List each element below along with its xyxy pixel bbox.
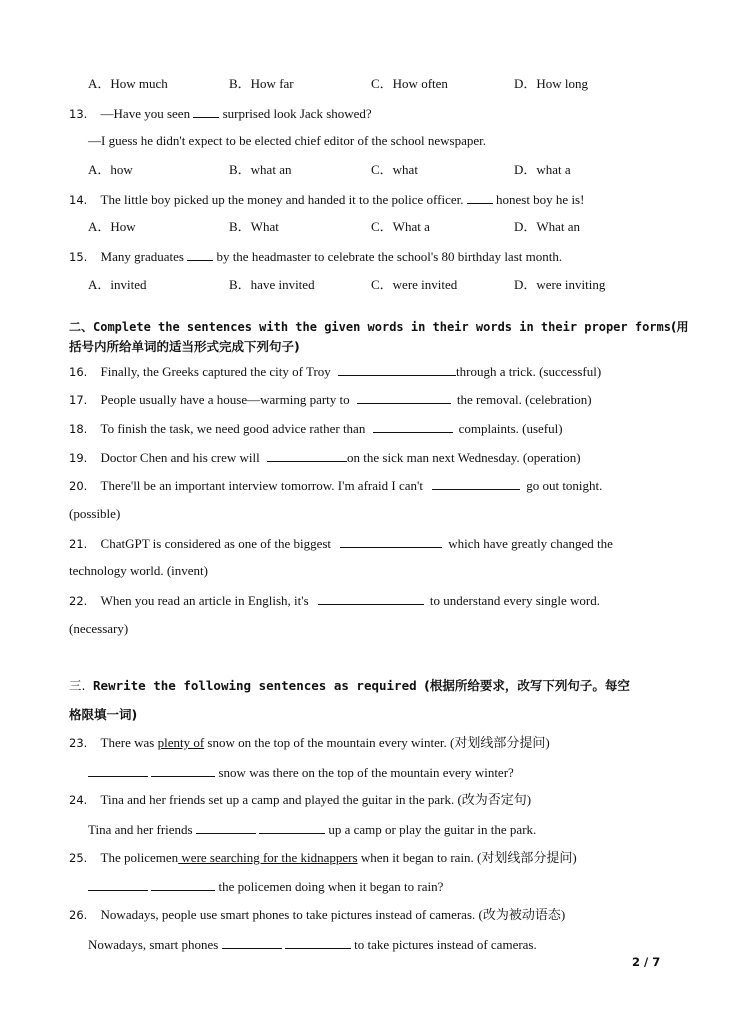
question-23-answer [88,763,514,782]
question-text: There'll be an important interview tomorrow. I'm afraid I can't [100,478,423,493]
answer-blank[interactable] [259,820,325,834]
answer-text: Tina and her friends [88,822,193,837]
question-text: through a trick. (successful) [456,364,602,379]
question-13-reply: —I guess he didn't expect to be elected chief editor of the school newspaper. [88,133,486,148]
answer-blank[interactable] [88,763,148,777]
question-26 [69,906,565,924]
question-number: 17. [69,393,88,407]
section-title-cn: 格限填一词) [69,707,138,722]
question-text: on the sick man next Wednesday. (operation) [347,450,581,465]
q14-option-d: D．What an [514,219,581,234]
q13-option-b: B．what an [229,162,292,177]
section-3-heading-line1 [69,677,630,695]
q13-option-d: D．what a [514,162,571,177]
question-number: 24. [69,793,88,807]
question-number: 23. [69,736,88,750]
q12-option-c: C．How often [371,76,448,91]
question-text: Tina and her friends set up a camp and played the guitar in the park. (改为否定句) [100,792,532,807]
question-text: People usually have a house—warming party to [100,392,350,407]
question-number: 22. [69,594,88,608]
section-2-heading-line1 [69,318,688,336]
question-13 [69,104,372,123]
answer-blank[interactable] [151,763,215,777]
underlined-text: were searching for the kidnappers [178,850,358,865]
question-21 [69,534,613,553]
question-text: Many graduates [100,249,184,264]
question-number: 26. [69,908,88,922]
q15-option-b: B．have invited [229,277,315,292]
question-text: To finish the task, we need good advice rather than [100,421,366,436]
question-text: There was [100,735,155,750]
question-23 [69,734,550,752]
question-text: Doctor Chen and his crew will [100,450,260,465]
answer-blank[interactable] [340,534,442,548]
q12-option-a: A．How much [88,76,168,91]
question-text: when it began to rain. (对划线部分提问) [360,850,577,865]
question-number: 16. [69,365,88,379]
question-number: 13. [69,107,88,121]
page-number: 2 / 7 [632,955,661,969]
question-number: 21. [69,537,88,551]
question-18 [69,419,563,438]
q15-option-c: C．were invited [371,277,458,292]
q14-option-c: C．What a [371,219,430,234]
question-text: snow on the top of the mountain every winter. (对划线部分提问) [207,735,550,750]
question-text: by the headmaster to celebrate the school's 80 birthday last month. [216,249,563,264]
question-number: 18. [69,422,88,436]
answer-blank[interactable] [285,935,351,949]
question-25 [69,849,577,867]
answer-text: to take pictures instead of cameras. [354,937,537,952]
question-text: ChatGPT is considered as one of the biggest [100,536,332,551]
section-title-cn: (用 [670,320,689,334]
question-20-hint: (possible) [69,506,121,521]
answer-blank[interactable] [151,877,215,891]
question-text: the removal. (celebration) [456,392,592,407]
answer-blank[interactable] [432,476,520,490]
section-2-heading-line2 [69,338,300,356]
answer-blank[interactable] [193,104,219,118]
question-text: to understand every single word. [429,593,600,608]
section-title: Rewrite the following sentences as required [93,678,417,693]
q13-option-a: A．how [88,162,133,177]
answer-blank[interactable] [267,448,347,462]
underlined-text: plenty of [157,735,205,750]
answer-blank[interactable] [187,247,213,261]
q15-option-d: D．were inviting [514,277,606,292]
answer-blank[interactable] [196,820,256,834]
section-title-cn: 括号内所给单词的适当形式完成下列句子) [69,339,300,354]
question-text: which have greatly changed the [448,536,613,551]
question-19 [69,448,581,467]
q14-option-b: B．What [229,219,279,234]
answer-blank[interactable] [373,419,453,433]
question-25-answer [88,877,443,896]
q12-option-b: B．How far [229,76,294,91]
section-title: 二、Complete the sentences with the given words in their words in their proper forms [69,320,671,334]
question-24-answer [88,820,536,839]
question-text: surprised look Jack showed? [222,106,372,121]
question-20 [69,476,602,495]
q15-option-a: A．invited [88,277,147,292]
section-number: 三. [69,678,86,693]
question-21-hint: technology world. (invent) [69,563,208,578]
question-17 [69,390,592,409]
question-text: complaints. (useful) [458,421,563,436]
answer-text: the policemen doing when it began to rain? [218,879,444,894]
question-number: 15. [69,250,88,264]
answer-text: snow was there on the top of the mountain every winter? [218,765,514,780]
q13-option-c: C．what [371,162,418,177]
question-15 [69,247,562,266]
question-number: 20. [69,479,88,493]
question-text: honest boy he is! [495,192,585,207]
question-text: go out tonight. [526,478,603,493]
section-3-heading-line2 [69,706,137,724]
question-number: 19. [69,451,88,465]
answer-blank[interactable] [338,362,456,376]
answer-text: Nowadays, smart phones [88,937,219,952]
answer-blank[interactable] [88,877,148,891]
question-22-hint: (necessary) [69,621,129,636]
answer-blank[interactable] [467,190,493,204]
question-22 [69,591,600,610]
question-text: Finally, the Greeks captured the city of Troy [100,364,331,379]
answer-blank[interactable] [318,591,424,605]
question-14 [69,190,584,209]
answer-blank[interactable] [222,935,282,949]
question-number: 14. [69,193,88,207]
q12-option-d: D．How long [514,76,589,91]
question-text: When you read an article in English, it's [100,593,309,608]
q14-option-a: A．How [88,219,136,234]
question-number: 25. [69,851,88,865]
question-16 [69,362,601,381]
section-title-cn: (根据所给要求，改写下列句子。每空 [424,678,630,693]
question-text: Nowadays, people use smart phones to take pictures instead of cameras. (改为被动语态) [100,907,566,922]
question-text: The policemen [100,850,179,865]
question-text: —Have you seen [100,106,191,121]
question-text: The little boy picked up the money and handed it to the police officer. [100,192,464,207]
answer-text: up a camp or play the guitar in the park. [328,822,537,837]
answer-blank[interactable] [357,390,451,404]
question-24 [69,791,531,809]
question-26-answer [88,935,537,954]
